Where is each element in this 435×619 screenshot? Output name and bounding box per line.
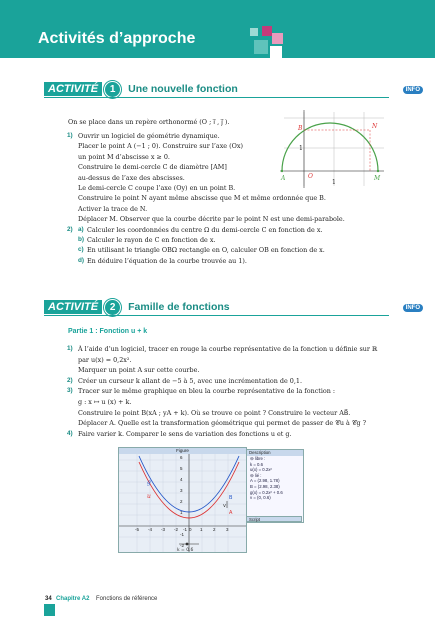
item-letter: b) xyxy=(78,236,85,243)
part1-heading: Partie 1 : Fonction u + k xyxy=(68,328,148,335)
item-number: 1) xyxy=(67,345,73,352)
description-line: ⊖ libre : xyxy=(250,456,266,461)
activity1-header xyxy=(44,82,238,96)
label-one-y: 1 xyxy=(299,145,303,152)
activity-badge: ACTIVITÉ xyxy=(44,300,102,314)
software-window-title: Figure xyxy=(119,448,246,454)
item-text: Construire le demi-cercle C de diamètre [AM] xyxy=(78,163,227,172)
info-badge[interactable]: INFO xyxy=(403,86,423,94)
item-text: g : x ↦ u (x) + k. xyxy=(78,398,132,406)
activity-number: 2 xyxy=(104,299,121,316)
item-text: au-dessus de l’axe des abscisses. xyxy=(78,173,185,182)
description-line: v = (0, 0.6) xyxy=(250,495,271,501)
item-text: En déduire l’équation de la courbe trouvée au 1). xyxy=(87,256,247,265)
label-O: O xyxy=(308,173,313,180)
item-letter: c) xyxy=(78,246,84,254)
chapter-label: Chapitre A2 xyxy=(56,596,90,602)
item-letter: a) xyxy=(78,225,84,233)
y-tick-label: 5 xyxy=(180,466,183,471)
activity1-intro: On se place dans un repère orthonormé (O ; i⃗ , j⃗ ). xyxy=(68,118,230,126)
activity-number: 1 xyxy=(104,81,121,98)
description-lines xyxy=(247,456,303,501)
decor-square xyxy=(272,33,283,44)
activity-title: Famille de fonctions xyxy=(128,301,230,313)
description-line: A = (2.98, 1.78) xyxy=(250,478,280,484)
item-number: 3) xyxy=(67,387,73,395)
description-line: g(x) = 0.2x² + 0.6 xyxy=(250,489,283,495)
info-badge[interactable]: INFO xyxy=(403,304,423,312)
chapter-name: Fonctions de référence xyxy=(96,596,158,602)
item-number: 2) xyxy=(67,225,73,233)
item-text: un point M d’abscisse x ≥ 0. xyxy=(78,152,170,161)
item-letter: d) xyxy=(78,256,85,264)
item-text: Placer le point A (−1 ; 0). Construire sur l’axe (Ox) xyxy=(78,142,243,151)
y-tick-label: 2 xyxy=(180,499,183,504)
item-text: Construire le point B(xA ; yA + k). Où se trouve ce point ? Construire le vecteur AB⃗. xyxy=(78,408,351,417)
decor-square xyxy=(262,26,272,36)
y-tick-label: 1 xyxy=(180,510,183,515)
point-label-B: B xyxy=(229,495,233,501)
item-text: Déplacer A. Quelle est la transformation géométrique qui permet de passer de 𝒞u à 𝒞g ? xyxy=(78,419,367,428)
x-tick-label: -4 xyxy=(148,527,153,532)
description-line: k = 0.6 xyxy=(250,461,264,467)
item-text: Activer la trace de N. xyxy=(78,204,148,213)
activity-badge: ACTIVITÉ xyxy=(44,82,102,96)
item-text: En utilisant le triangle OBΩ rectangle en O, calculer OB en fonction de x. xyxy=(87,246,325,255)
curve-label-g: g xyxy=(147,479,151,486)
slider-label: k = 0.6 xyxy=(177,548,194,552)
label-N: N xyxy=(372,123,378,130)
x-tick-label: -5 xyxy=(135,527,140,532)
x-tick-label: 2 xyxy=(213,527,216,532)
y-tick-label: 4 xyxy=(180,477,183,482)
script-label: Script xyxy=(249,517,260,522)
x-tick-label: 3 xyxy=(226,527,229,532)
item-text: Construire le point N ayant même abscisse que M et même ordonnée que B. xyxy=(78,194,326,203)
page-number: 34 xyxy=(45,596,52,602)
footer-decor xyxy=(44,604,55,616)
item-text: par u(x) = 0,2x². xyxy=(78,355,132,364)
description-panel xyxy=(246,449,304,523)
curve-label-u: u xyxy=(147,493,151,500)
activity2-header xyxy=(44,300,230,314)
label-B: B xyxy=(298,125,303,132)
description-line: ⊖ lié : xyxy=(250,472,262,478)
x-tick-label: 1 xyxy=(200,527,203,532)
x-tick-label: 0 xyxy=(189,527,192,532)
activity-title: Une nouvelle fonction xyxy=(128,83,238,95)
header-banner xyxy=(0,0,435,58)
item-text: Tracer sur le même graphique en bleu la courbe représentative de la fonction : xyxy=(78,387,336,396)
activity-divider xyxy=(44,97,389,98)
item-number: 4) xyxy=(67,429,73,437)
page-title: Activités d’approche xyxy=(38,30,196,47)
label-one-x: 1 xyxy=(332,179,336,186)
y-tick-label: -2 xyxy=(180,543,185,548)
x-tick-label: -1 xyxy=(183,527,188,532)
label-A: A xyxy=(281,175,286,182)
activity-divider xyxy=(44,315,389,316)
item-text: Le demi-cercle C coupe l’axe (Oy) en un point B. xyxy=(78,184,236,192)
item-text: Marquer un point A sur cette courbe. xyxy=(78,366,200,375)
label-M: M xyxy=(374,175,381,182)
point-label-A: A xyxy=(229,510,233,516)
item-text: À l’aide d’un logiciel, tracer en rouge la courbe représentative de la fonction u définie sur ℝ xyxy=(78,345,378,353)
point-label-v: v xyxy=(223,503,226,509)
script-bar[interactable] xyxy=(246,516,302,522)
decor-square xyxy=(250,28,258,36)
item-text: Faire varier k. Comparer le sens de variation des fonctions u et g. xyxy=(78,429,292,438)
x-tick-label: -3 xyxy=(161,527,166,532)
item-number: 1) xyxy=(67,132,73,139)
semicircle-figure xyxy=(278,108,386,192)
decor-square xyxy=(270,46,282,58)
item-text: Créer un curseur k allant de −5 à 5, avec une incrémentation de 0,1. xyxy=(78,376,302,385)
decor-square xyxy=(254,40,268,54)
software-window xyxy=(118,447,247,553)
y-tick-label: 3 xyxy=(180,488,183,493)
item-text: Calculer le rayon de C en fonction de x. xyxy=(87,236,216,244)
description-line: B = (2.98, 2.38) xyxy=(250,483,280,489)
description-title: Description xyxy=(247,450,303,456)
item-text: Ouvrir un logiciel de géométrie dynamique. xyxy=(78,132,220,140)
x-tick-label: -2 xyxy=(174,527,179,532)
item-text: Déplacer M. Observer que la courbe décrite par le point N est une demi-parabole. xyxy=(78,215,345,224)
item-text: Calculer les coordonnées du centre Ω du demi-cercle C en fonction de x. xyxy=(87,225,323,234)
y-tick-label: -1 xyxy=(180,532,185,537)
item-number: 2) xyxy=(67,376,73,384)
y-tick-label: 6 xyxy=(180,455,183,460)
description-line: u(x) = 0.2x² xyxy=(250,467,272,473)
